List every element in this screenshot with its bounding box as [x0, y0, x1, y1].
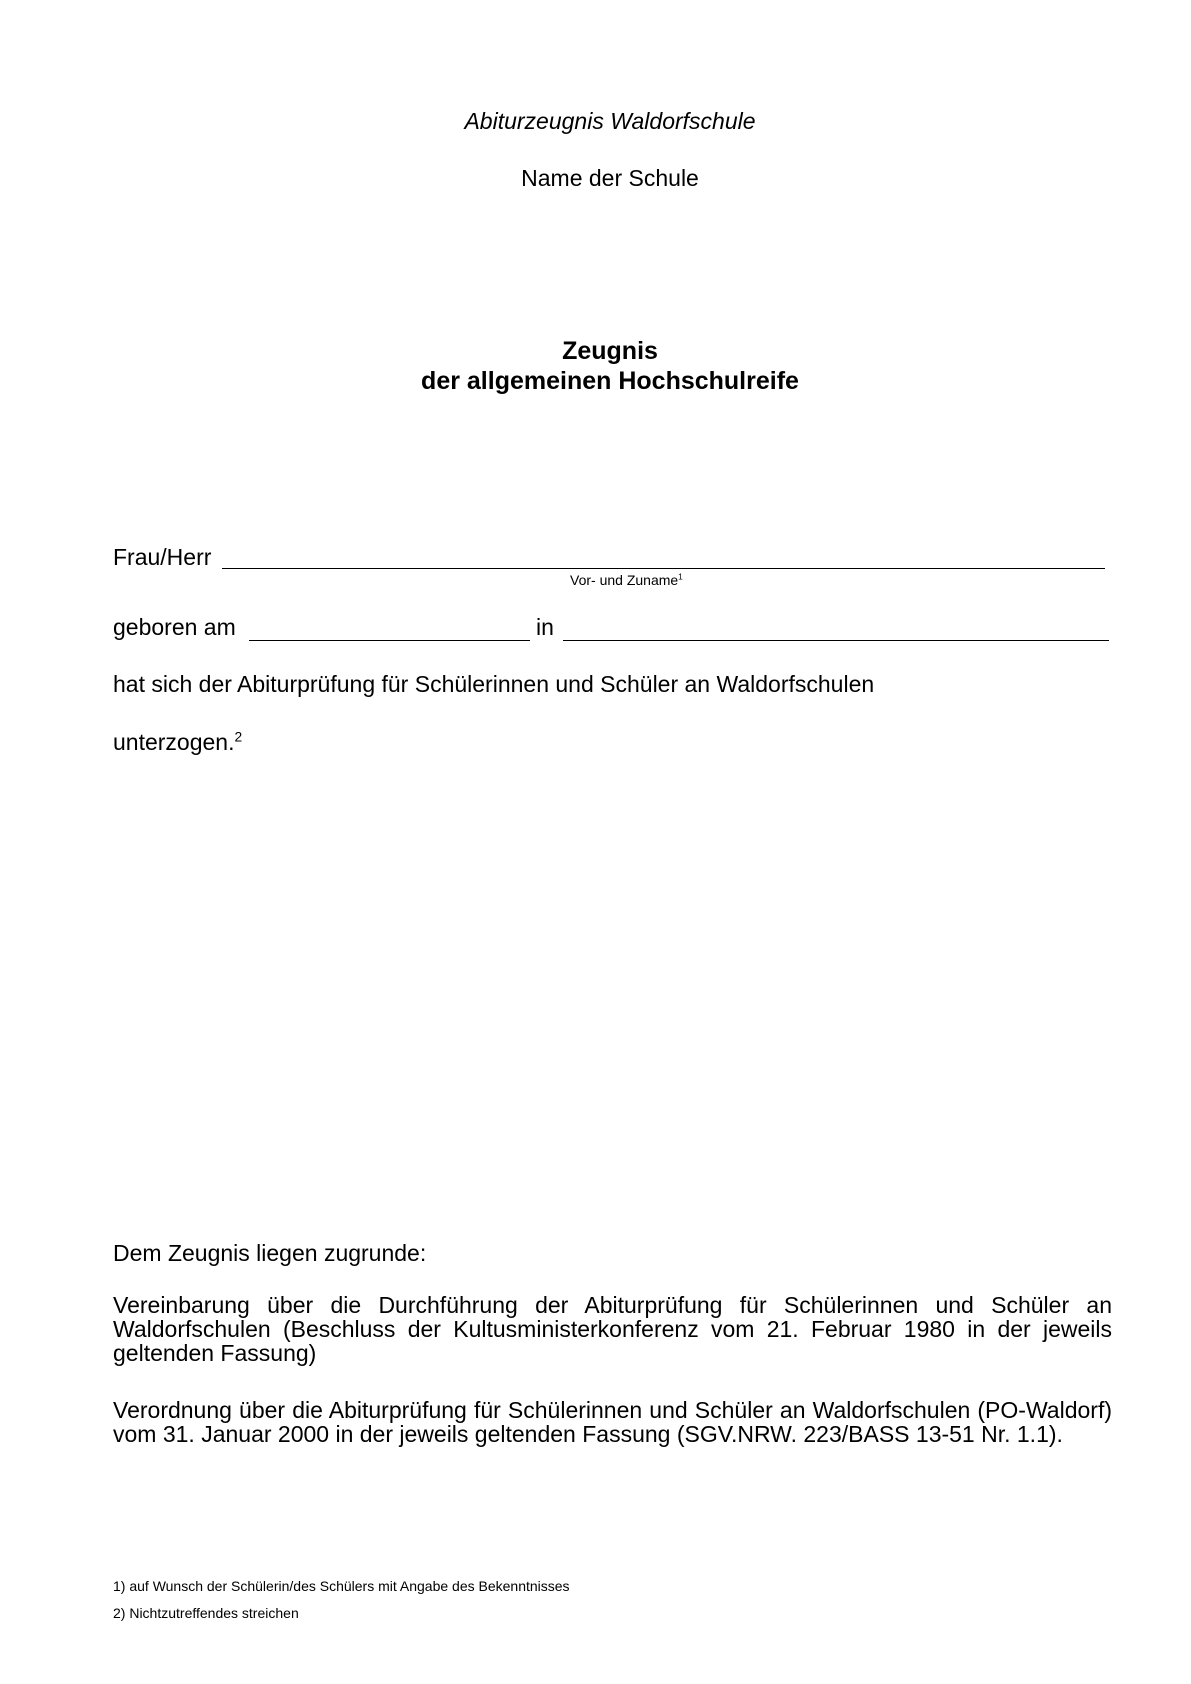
birth-label: geboren am [113, 614, 236, 640]
footnote-2: 2) Nichtzutreffendes streichen [113, 1605, 299, 1621]
basis-heading: Dem Zeugnis liegen zugrunde: [113, 1240, 427, 1266]
footnote-ref-2: 2 [234, 729, 243, 745]
statement-line-2: unterzogen.$^2$ [113, 729, 243, 755]
statement-line-1: hat sich der Abiturprüfung für Schülerinnen und Schüler an Waldorfschulen [113, 671, 875, 697]
name-label: Frau/Herr [113, 544, 212, 570]
basis-paragraph-2: Verordnung über die Abiturprüfung für Schülerinnen und Schüler an Waldorfschulen (PO-Waldorf) vom 31. Januar 2000 in der jeweils geltenden Fassung (SGV.NRW. 223/BASS 13-51 Nr. 1.1). [113, 1397, 1112, 1447]
footnote-ref-1: 1 [678, 571, 683, 582]
name-caption: Vor- und Zuname$^1$ [570, 571, 683, 588]
title-line-2: der allgemeinen Hochschulreife [421, 367, 799, 395]
name-blank-line [222, 568, 1105, 569]
basis-paragraph-1: Vereinbarung über die Durchführung der Abiturprüfung für Schülerinnen und Schüler an Waldorfschulen (Beschluss der Kultusministerkonferenz vom 21. Februar 1980 in der jeweils geltenden Fassung) [113, 1292, 1112, 1366]
school-name: Name der Schule [521, 165, 699, 191]
place-label: in [536, 614, 554, 640]
birth-date-blank-line [249, 640, 530, 641]
title-line-1: Zeugnis [562, 337, 658, 365]
footnote-1: 1) auf Wunsch der Schülerin/des Schülers mit Angabe des Bekenntnisses [113, 1578, 570, 1594]
birth-place-blank-line [563, 640, 1109, 641]
certificate-title [0, 336, 1191, 396]
document-type-header: Abiturzeugnis Waldorfschule [464, 108, 756, 134]
